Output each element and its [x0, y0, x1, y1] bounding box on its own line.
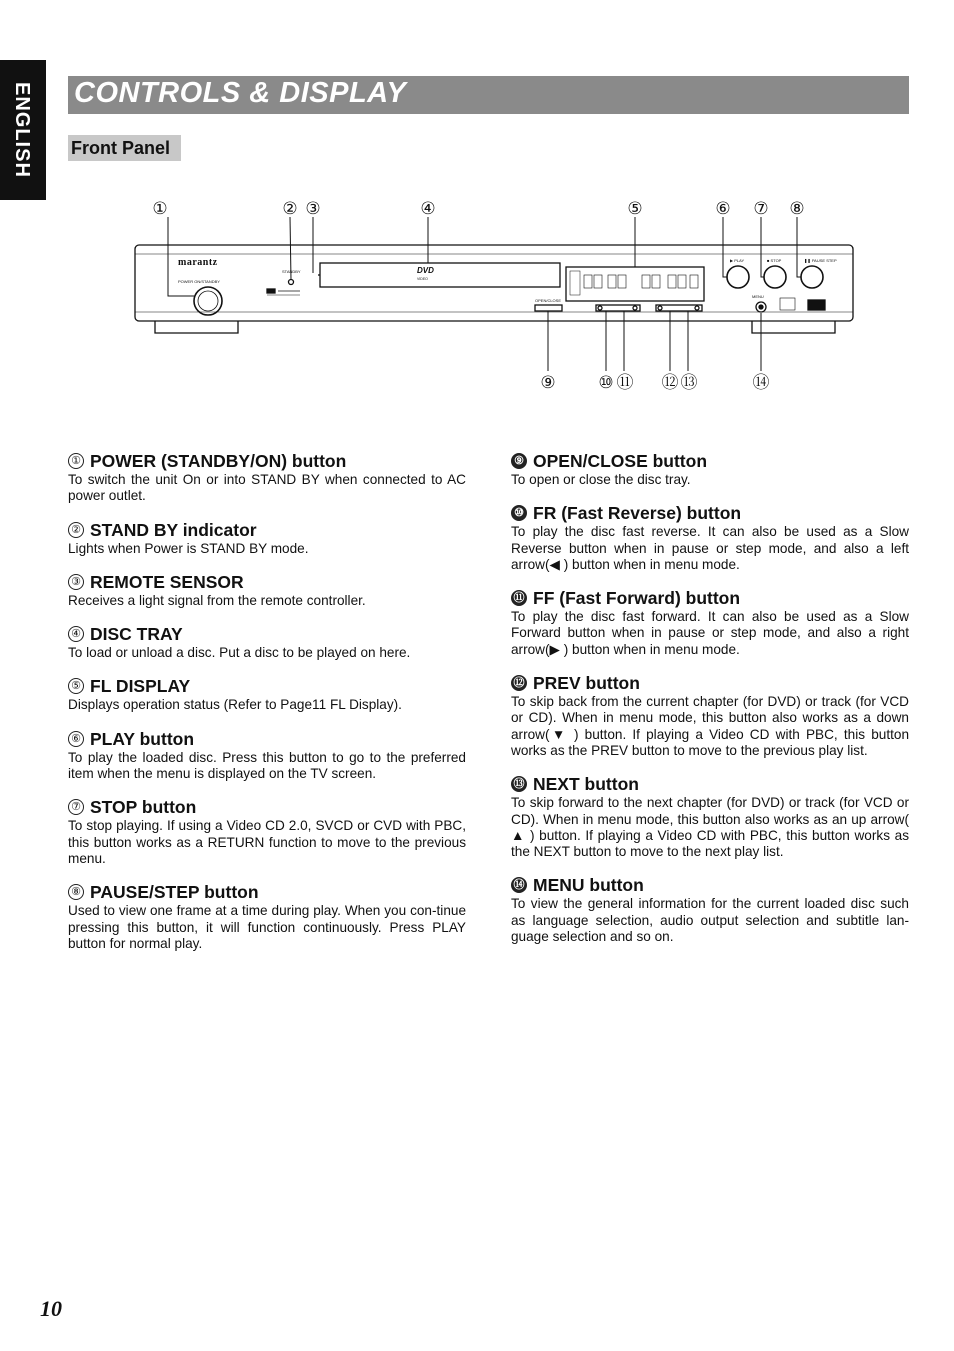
callout-12: ⑫	[661, 373, 679, 393]
number-badge: ⑪	[511, 590, 527, 606]
item-next	[511, 773, 909, 860]
item-description: To view the general information for the current loaded disc such as language selection, audio output selection and subtitle lan-guage selection and so on.	[511, 896, 909, 945]
item-title: POWER (STANDBY/ON) button	[90, 451, 347, 471]
number-badge: ②	[68, 522, 84, 538]
item-description: To skip forward to the next chapter (for DVD) or track (for VCD or CD). When in menu mode, this button also works as an up arrow( ▲ ) button. If playing a Video CD with PBC, this button works as the NEXT button to move to the next play list.	[511, 795, 909, 860]
right-foot	[752, 321, 835, 333]
section-heading-text: Front Panel	[71, 138, 171, 158]
item-description: To load or unload a disc. Put a disc to be played on here.	[68, 645, 411, 661]
callout-8: ⑧	[789, 199, 805, 219]
language-tab	[0, 60, 46, 200]
section-heading	[68, 135, 181, 161]
item-title: PREV button	[533, 673, 640, 694]
item-description: To stop playing. If using a Video CD 2.0, SVCD or CVD with PBC, this button works as a RETURN function to move to the previous menu.	[68, 818, 466, 866]
svg-text:OPEN/CLOSE: OPEN/CLOSE	[535, 298, 562, 303]
callout-4: ④	[420, 199, 436, 219]
brand-logo: marantz	[178, 257, 218, 268]
item-open-close	[511, 450, 909, 488]
number-badge: ④	[68, 626, 84, 642]
item-title: STAND BY indicator	[90, 519, 257, 540]
item-disc-tray	[68, 623, 466, 661]
item-title: OPEN/CLOSE button	[533, 451, 708, 471]
item-ff	[511, 587, 909, 658]
callout-9: ⑨	[540, 373, 556, 393]
number-badge: ⑭	[511, 877, 527, 893]
item-description: To open or close the disc tray.	[511, 472, 691, 487]
number-badge: ⑨	[511, 453, 527, 469]
callout-6: ⑥	[715, 199, 731, 219]
item-description: Used to view one frame at a time during play. When you con-tinue pressing this button, it will function continuously. Press PLAY button for normal play.	[68, 903, 466, 951]
left-foot	[155, 321, 238, 333]
item-stop	[68, 796, 466, 867]
item-title: DISC TRAY	[90, 624, 183, 645]
player-body	[135, 245, 853, 321]
item-description: To play the disc fast reverse. It can also be used as a Slow Reverse button when in pause or step mode, and also a left arrow(◀ ) button when in menu mode.	[511, 524, 909, 572]
item-fl-display	[68, 675, 466, 713]
right-column	[511, 450, 909, 959]
callout-11: ⑪	[616, 373, 634, 393]
item-standby	[68, 519, 466, 557]
number-badge: ⑦	[68, 799, 84, 815]
svg-text:VIDEO: VIDEO	[417, 277, 428, 281]
front-panel-diagram	[130, 195, 860, 395]
number-badge: ③	[68, 574, 84, 590]
item-description: Displays operation status (Refer to Page11 FL Display).	[68, 697, 402, 713]
item-description: To skip back from the current chapter (for DVD) or track (for VCD or CD). When in menu mode, this button also works as a down arrow(▼ ) button. If playing a Video CD with PBC, this button works as the PREV button to move to the previous play list.	[511, 694, 909, 758]
item-title: MENU button	[533, 875, 644, 896]
item-title: FF (Fast Forward) button	[533, 588, 741, 609]
item-remote-sensor	[68, 571, 466, 609]
item-menu	[511, 874, 909, 945]
svg-text:■ STOP: ■ STOP	[767, 258, 782, 263]
item-power	[68, 450, 466, 505]
number-badge: ⑧	[68, 884, 84, 900]
left-column	[68, 450, 466, 966]
callout-2: ②	[282, 199, 298, 219]
title-bar	[68, 76, 909, 114]
callout-13: ⑬	[680, 373, 698, 393]
number-badge: ⑬	[511, 776, 527, 792]
item-title: PAUSE/STEP button	[90, 882, 259, 903]
item-description: Receives a light signal from the remote controller.	[68, 592, 366, 608]
item-fr	[511, 502, 909, 573]
item-title: FL DISPLAY	[90, 676, 191, 697]
item-title: REMOTE SENSOR	[90, 571, 244, 592]
item-pause-step	[68, 881, 466, 952]
svg-text:STANDBY: STANDBY	[282, 269, 301, 274]
callout-10: ⑩	[598, 373, 614, 393]
language-label: ENGLISH	[11, 82, 33, 178]
svg-text:❚❚ PAUSE STEP: ❚❚ PAUSE STEP	[804, 258, 837, 263]
number-badge: ⑤	[68, 678, 84, 694]
page-title: CONTROLS & DISPLAY	[74, 77, 407, 109]
callout-5: ⑤	[627, 199, 643, 219]
item-play	[68, 728, 466, 783]
item-title: PLAY button	[90, 728, 195, 749]
svg-text:▶ PLAY: ▶ PLAY	[730, 258, 745, 263]
number-badge: ⑩	[511, 505, 527, 521]
item-description: To switch the unit On or into STAND BY when connected to AC power outlet.	[68, 472, 466, 504]
callout-3: ③	[305, 199, 321, 219]
page-number: 10	[40, 1296, 62, 1321]
item-description: To play the disc fast forward. It can also be used as a Slow Forward button when in pause or step mode, and also a right arrow(▶ ) button when in menu mode.	[511, 609, 909, 657]
callout-7: ⑦	[753, 199, 769, 219]
item-title: NEXT button	[533, 774, 639, 795]
svg-text:POWER ON/STANDBY: POWER ON/STANDBY	[178, 279, 220, 284]
number-badge: ⑫	[511, 675, 527, 691]
svg-text:MENU: MENU	[752, 294, 764, 299]
svg-text:DVD: DVD	[417, 266, 434, 275]
item-title: FR (Fast Reverse) button	[533, 503, 742, 524]
number-badge: ①	[68, 453, 84, 469]
number-badge: ⑥	[68, 731, 84, 747]
callout-1: ①	[152, 199, 168, 219]
item-prev	[511, 672, 909, 759]
callout-14: ⑭	[752, 373, 770, 393]
item-title: STOP button	[90, 797, 197, 818]
item-description: To play the loaded disc. Press this button to go to the preferred item when the menu is displayed on the TV screen.	[68, 749, 466, 782]
item-description: Lights when Power is STAND BY mode.	[68, 540, 309, 556]
